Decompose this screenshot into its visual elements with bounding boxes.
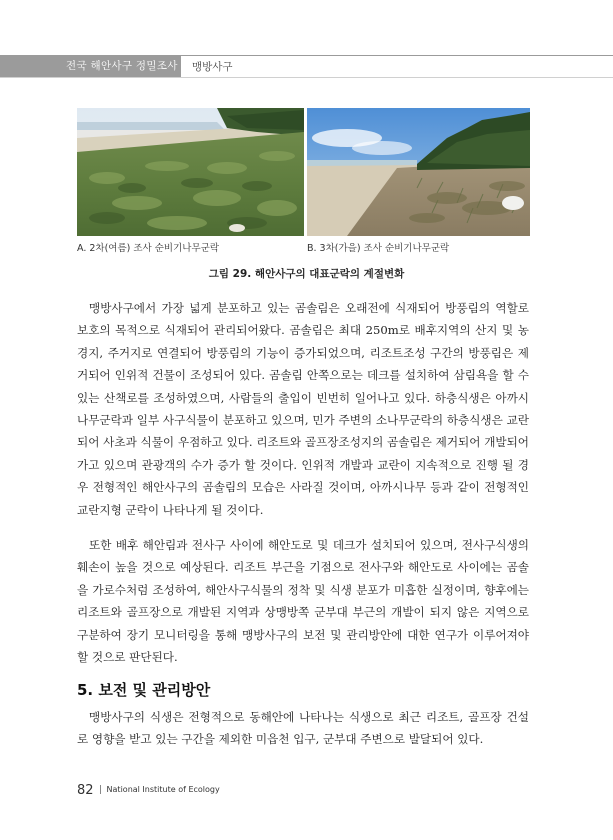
figure-caption: 그림 29. 해안사구의 대표군락의 계절변화	[208, 268, 405, 280]
photo-a-caption: A. 2차(여름) 조사 순비기나무군락	[77, 243, 219, 254]
header-section-title: 전국 해안사구 정밀조사	[66, 60, 178, 72]
page-header	[0, 55, 613, 77]
footer-organization: National Institute of Ecology	[106, 785, 220, 794]
page-number: 82	[77, 783, 94, 798]
body-paragraph-3: 맹방사구의 식생은 전형적으로 동해안에 나타나는 식생으로 최근 리조트, 골프장 건설로 영향을 받고 있는 구간을 제외한 미읍천 입구, 군부대 주변으로 발달되어 있다.	[77, 710, 529, 747]
header-site-name: 맹방사구	[192, 61, 233, 73]
page-footer	[77, 779, 220, 798]
section-heading: 5. 보전 및 관리방안	[77, 681, 211, 699]
body-paragraph-2: 또한 배후 해안림과 전사구 사이에 해안도로 및 데크가 설치되어 있으며, 전사구식생의 훼손이 높을 것으로 예상된다. 리조트 부근을 기점으로 전사구와 해안도로 사이에는 곰솔을 가로수처럼 조성하여, 해안사구식물의 정착 및 식생 분포가 미흡한 실정이며, 향후에는 리조트와 골프장으로 개발된 지역과 상맹방쪽 군부대 부근의 개발이 되지 않은 지역으로 구분하여 장기 모니터링을 통해 맹방사구의 보전 및 관리방안에 대한 연구가 이루어져야 할 것으로 판단된다.	[77, 538, 529, 665]
photo-b-caption: B. 3차(가을) 조사 순비기나무군락	[307, 243, 450, 254]
footer-divider	[100, 785, 101, 794]
photo-autumn-vitex-community	[307, 108, 530, 236]
photo-summer-vitex-community	[77, 108, 304, 236]
body-paragraph-1: 맹방사구에서 가장 넓게 분포하고 있는 곰솔림은 오래전에 식재되어 방풍림의 역할로 보호의 목적으로 식재되어 관리되어왔다. 곰솔림은 최대 250m로 배후지역의 산지 및 농경지, 주거지로 연결되어 방풍림의 기능이 증가되었으며, 리조트조성 구간의 방풍림은 제거되어 인위적 건물이 조성되어 있다. 곰솔림 안쪽으로는 데크를 설치하여 삼림욕을 할 수 있는 산책로를 조성하였으며, 사람들의 출입이 빈번히 일어나고 있다. 하층식생은 아까시나무군락과 일부 사구식물이 분포하고 있으며, 민가 주변의 소나무군락의 하층식생은 교란되어 사초과 식물이 우점하고 있다. 리조트와 골프장조성지의 곰솔림은 제거되어 개발되어가고 있으며 관광객의 수가 증가 할 것이다. 인위적 개발과 교란이 지속적으로 진행 될 경우 전형적인 해안사구의 곰솔림의 모습은 사라질 것이며, 아까시나무 등과 같이 전형적인 교란지형 군락이 나타나게 될 것이다.	[77, 301, 529, 517]
header-underline	[0, 77, 613, 78]
header-rule	[181, 55, 613, 56]
